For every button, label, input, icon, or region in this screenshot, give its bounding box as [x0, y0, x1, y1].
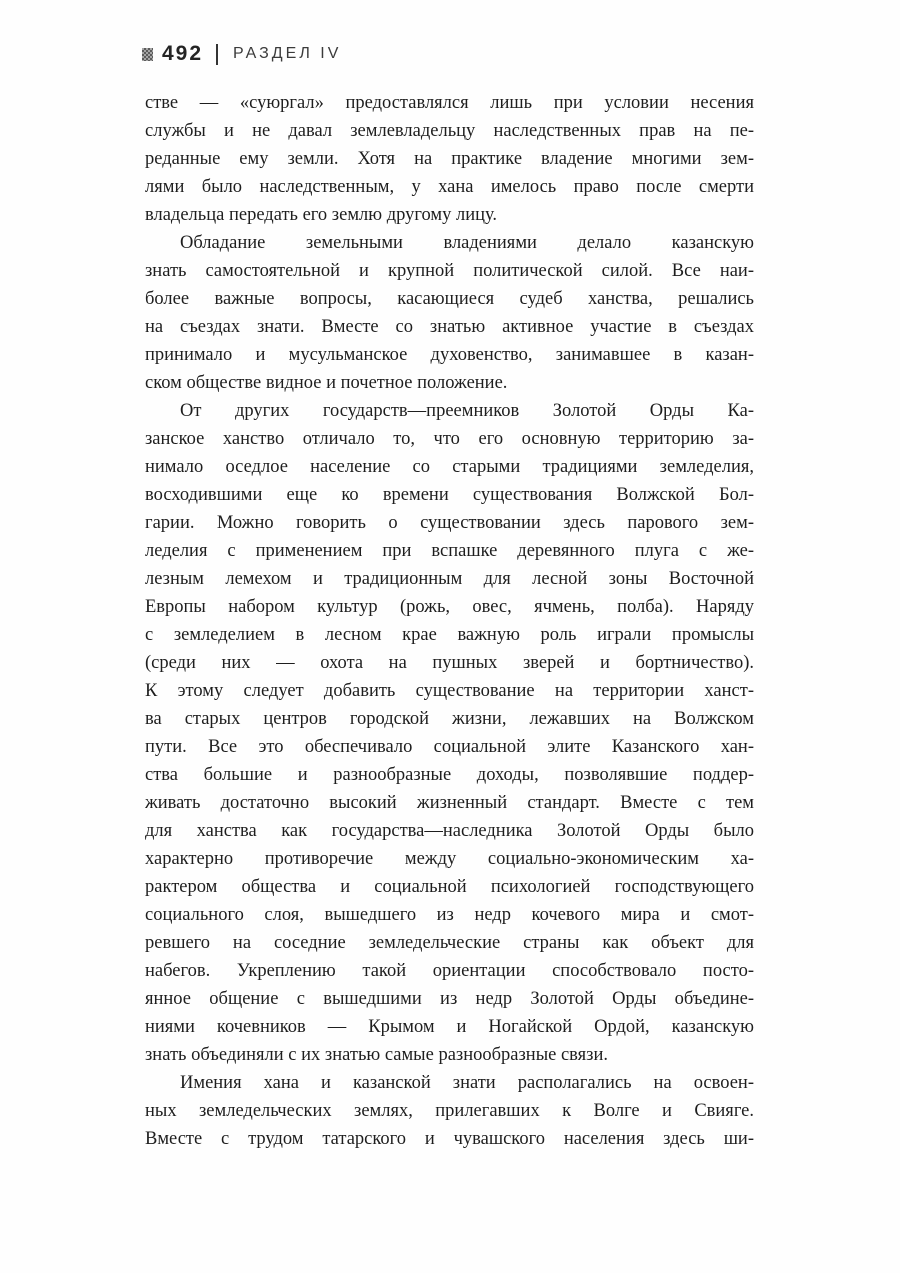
text-line: ревшего на соседние земледельческие страны как объект для: [145, 933, 754, 953]
text-line: набегов. Укреплению такой ориентации способствовало посто-: [145, 961, 754, 981]
text-line: ва старых центров городской жизни, лежавших на Волжском: [145, 709, 754, 729]
paragraph: [145, 229, 754, 397]
text-line: социального слоя, вышедшего из недр кочевого мира и смот-: [145, 905, 754, 925]
text-line: рактером общества и социальной психологией господствующего: [145, 877, 754, 897]
paragraph: [145, 89, 754, 229]
text-line: владельца передать его землю другому лицу.: [145, 205, 498, 225]
text-line: характерно противоречие между социально-экономическим ха-: [145, 849, 754, 869]
text-line: живать достаточно высокий жизненный стандарт. Вместе с тем: [145, 793, 754, 813]
text-line: стве — «суюргал» предоставлялся лишь при условии несения: [145, 93, 754, 113]
paragraph: [145, 397, 754, 1069]
text-line: Европы набором культур (рожь, овес, ячмень, полба). Наряду: [145, 597, 754, 617]
text-line: янное общение с вышедшими из недр Золотой Орды объедине-: [145, 989, 754, 1009]
text-line: занское ханство отличало то, что его основную территорию за-: [145, 429, 754, 449]
text-line: лями было наследственным, у хана имелось право после смерти: [145, 177, 754, 197]
paragraph: [145, 1069, 754, 1153]
text-line: лезным лемехом и традиционным для лесной зоны Восточной: [145, 569, 754, 589]
text-line: реданные ему земли. Хотя на практике владение многими зем-: [145, 149, 754, 169]
text-line: службы и не давал землевладельцу наследственных прав на пе-: [145, 121, 754, 141]
text-line: с земледелием в лесном крае важную роль играли промыслы: [145, 625, 754, 645]
text-line: для ханства как государства—наследника Золотой Орды было: [145, 821, 754, 841]
text-line: ства большие и разнообразные доходы, позволявшие поддер-: [145, 765, 754, 785]
text-line: ниями кочевников — Крымом и Ногайской Ордой, казанскую: [145, 1017, 754, 1037]
header-divider: [216, 44, 218, 65]
text-line: гарии. Можно говорить о существовании здесь парового зем-: [145, 513, 754, 533]
text-line: знать самостоятельной и крупной политической силой. Все наи-: [145, 261, 754, 281]
text-line: Имения хана и казанской знати располагались на освоен-: [180, 1073, 754, 1093]
text-line: От других государств—преемников Золотой Орды Ка-: [180, 401, 754, 421]
page-text: [145, 89, 754, 1153]
text-line: восходившими еще ко времени существования Волжской Бол-: [145, 485, 754, 505]
text-line: нимало оседлое население со старыми традициями земледелия,: [145, 457, 754, 477]
text-line: ском обществе видное и почетное положение.: [145, 373, 508, 393]
text-line: принимало и мусульманское духовенство, занимавшее в казан-: [145, 345, 754, 365]
text-line: пути. Все это обеспечивало социальной элите Казанского хан-: [145, 737, 754, 757]
text-line: К этому следует добавить существование на территории ханст-: [145, 681, 754, 701]
text-line: знать объединяли с их знатью самые разнообразные связи.: [145, 1045, 609, 1065]
running-head: [142, 42, 341, 66]
page-number: 492: [162, 42, 204, 65]
text-line: Вместе с трудом татарского и чувашского населения здесь ши-: [145, 1129, 754, 1149]
text-line: более важные вопросы, касающиеся судеб ханства, решались: [145, 289, 754, 309]
text-line: Обладание земельными владениями делало казанскую: [180, 233, 754, 253]
checkered-square-icon: [142, 48, 153, 61]
text-line: на съездах знати. Вместе со знатью активное участие в съездах: [145, 317, 754, 337]
text-line: леделия с применением при вспашке деревянного плуга с же-: [145, 541, 754, 561]
section-title: РАЗДЕЛ IV: [233, 45, 342, 62]
text-line: (среди них — охота на пушных зверей и бортничество).: [145, 653, 754, 673]
text-line: ных земледельческих землях, прилегавших к Волге и Свияге.: [145, 1101, 754, 1121]
